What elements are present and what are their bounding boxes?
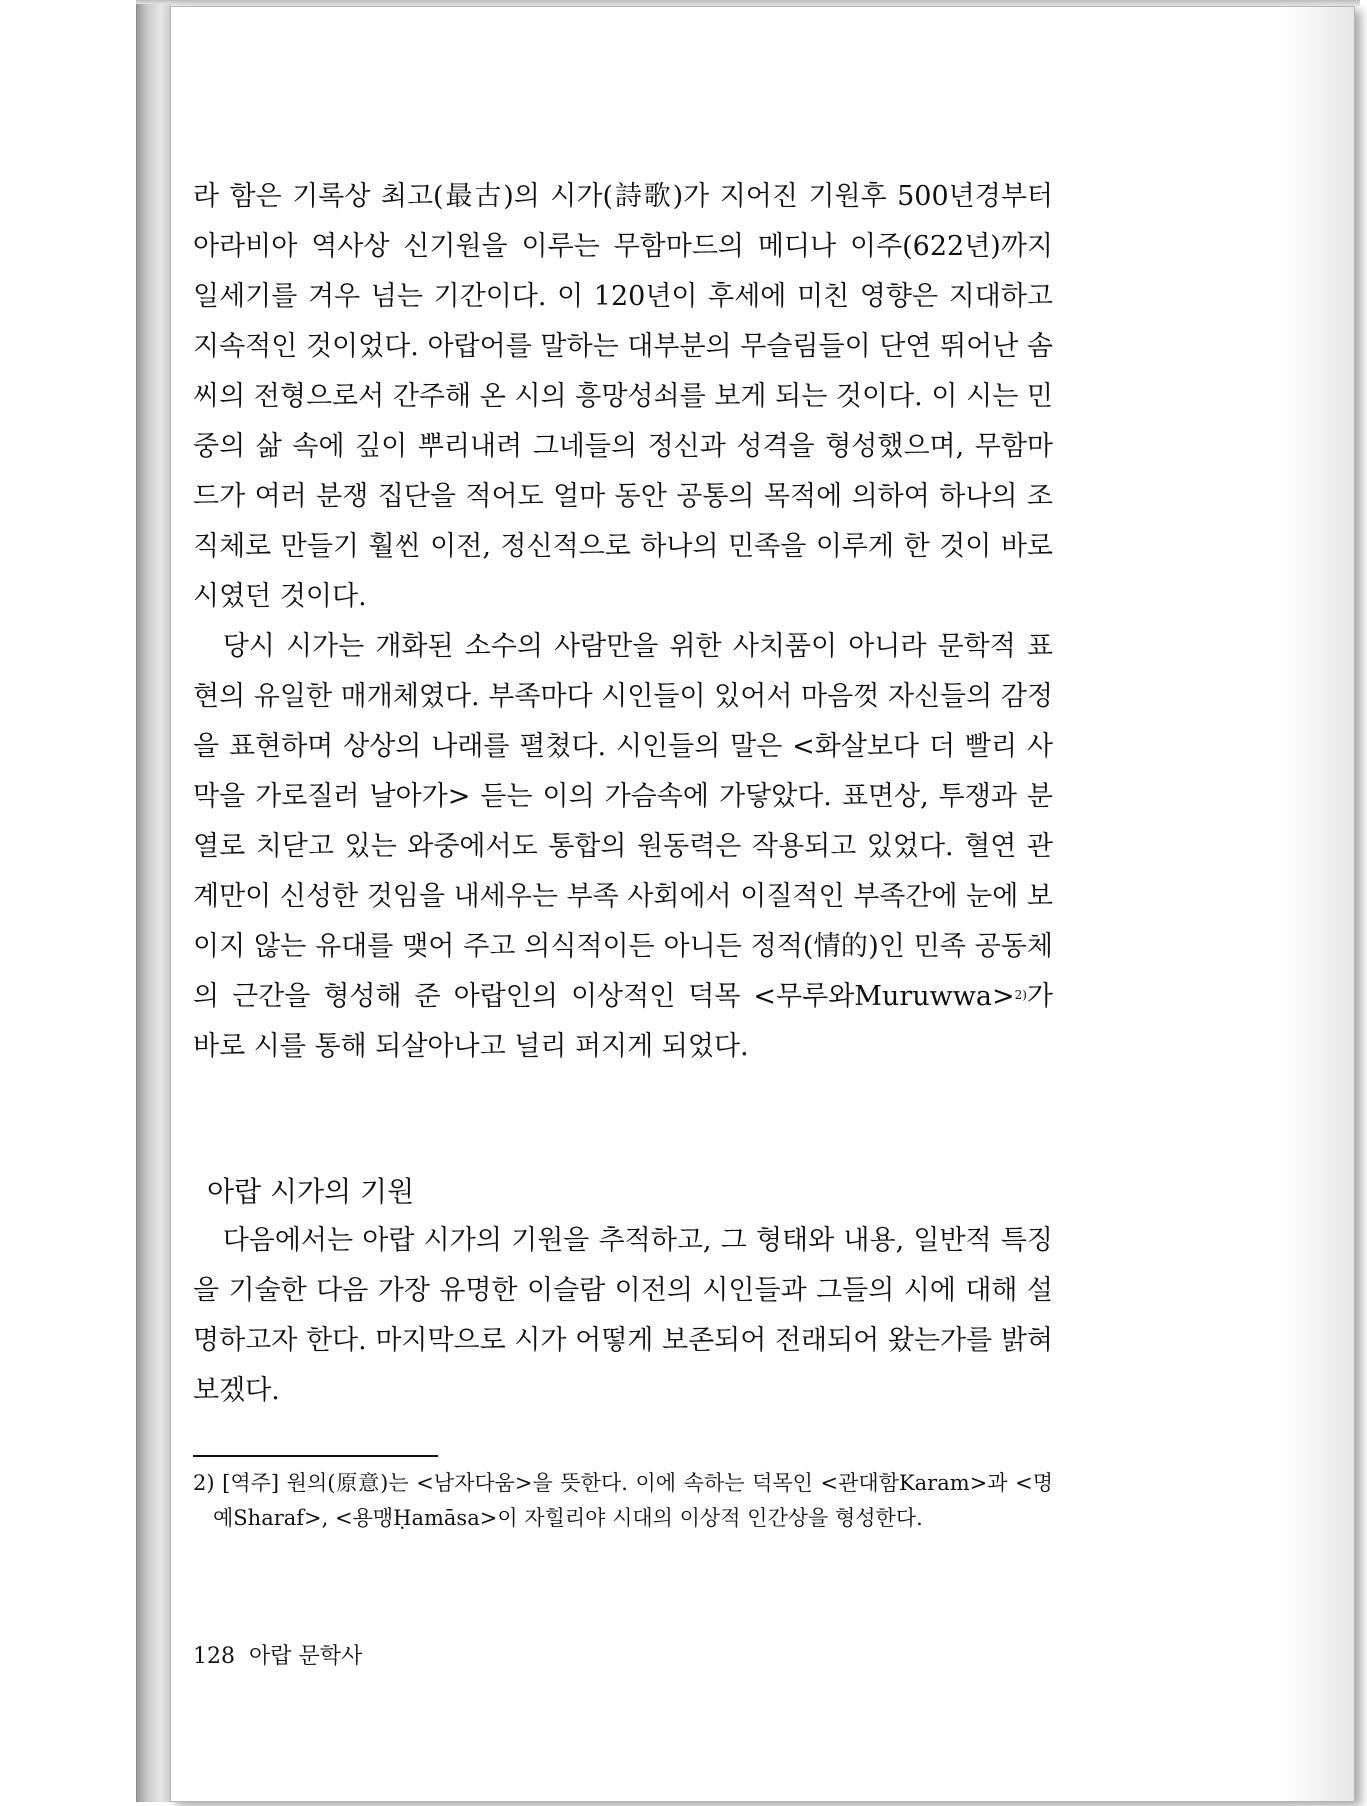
page-footer [193, 1642, 362, 1672]
book-spine-edge [136, 4, 171, 1802]
paragraph-2 [193, 622, 1053, 1072]
body-text [193, 172, 1053, 1072]
section-paragraph: 다음에서는 아랍 시가의 기원을 추적하고, 그 형태와 내용, 일반적 특징을 기술한 다음 가장 유명한 이슬람 이전의 시인들과 그들의 시에 대해 설명하고자 한다. 마지막으로 시가 어떻게 보존되어 전래되어 왔는가를 밝혀보겠다. [193, 1225, 1053, 1406]
footnote-text: 2) [역주] 원의(原意)는 <남자다움>을 뜻한다. 이에 속하는 덕목인 <관대함Karam>과 <명예Sharaf>, <용맹Ḥamāsa>이 자힐리야 시대의 이상적 인간상을 형성한다. [193, 1471, 1053, 1530]
paragraph-2-tail: 가 바로 시를 통해 되살아나고 널리 퍼지게 되었다. [193, 981, 1053, 1062]
footnote [193, 1466, 1053, 1536]
paragraph-1: 라 함은 기록상 최고(最古)의 시가(詩歌)가 지어진 기원후 500년경부터 아라비아 역사상 신기원을 이루는 무함마드의 메디나 이주(622년)까지 일세기를 겨우 넘는 기간이다. 이 120년이 후세에 미친 영향은 지대하고 지속적인 것이었다. 아랍어를 말하는 대부분의 무슬림들이 단연 뛰어난 솜씨의 전형으로서 간주해 온 시의 흥망성쇠를 보게 되는 것이다. 이 시는 민중의 삶 속에 깊이 뿌리내려 그네들의 정신과 성격을 형성했으며, 무함마드가 여러 분쟁 집단을 적어도 얼마 동안 공통의 목적에 의하여 하나의 조직체로 만들기 훨씬 이전, 정신적으로 하나의 민족을 이루게 한 것이 바로 시였던 것이다. [193, 181, 1053, 612]
page-shading [1284, 7, 1354, 1801]
page-number: 128 [193, 1644, 235, 1669]
footnote-marker: 2) [1014, 988, 1027, 1002]
paragraph-2-text: 당시 시가는 개화된 소수의 사람만을 위한 사치품이 아니라 문학적 표현의 유일한 매개체였다. 부족마다 시인들이 있어서 마음껏 자신들의 감정을 표현하며 상상의 나래를 펼쳤다. 시인들의 말은 <화살보다 더 빨리 사막을 가로질러 날아가> 듣는 이의 가슴속에 가닿았다. 표면상, 투쟁과 분열로 치닫고 있는 와중에서도 통합의 원동력은 작용되고 있었다. 혈연 관계만이 신성한 것임을 내세우는 부족 사회에서 이질적인 부족간에 눈에 보이지 않는 유대를 맺어 주고 의식적이든 아니든 정적(情的)인 민족 공동체의 근간을 형성해 준 아랍인의 이상적인 덕목 <무루와Muruwwa> [193, 631, 1053, 1012]
section-heading: 아랍 시가의 기원 [207, 1175, 415, 1208]
section-body [193, 1216, 1053, 1416]
running-title: 아랍 문학사 [249, 1644, 363, 1669]
footnote-divider [193, 1455, 438, 1457]
